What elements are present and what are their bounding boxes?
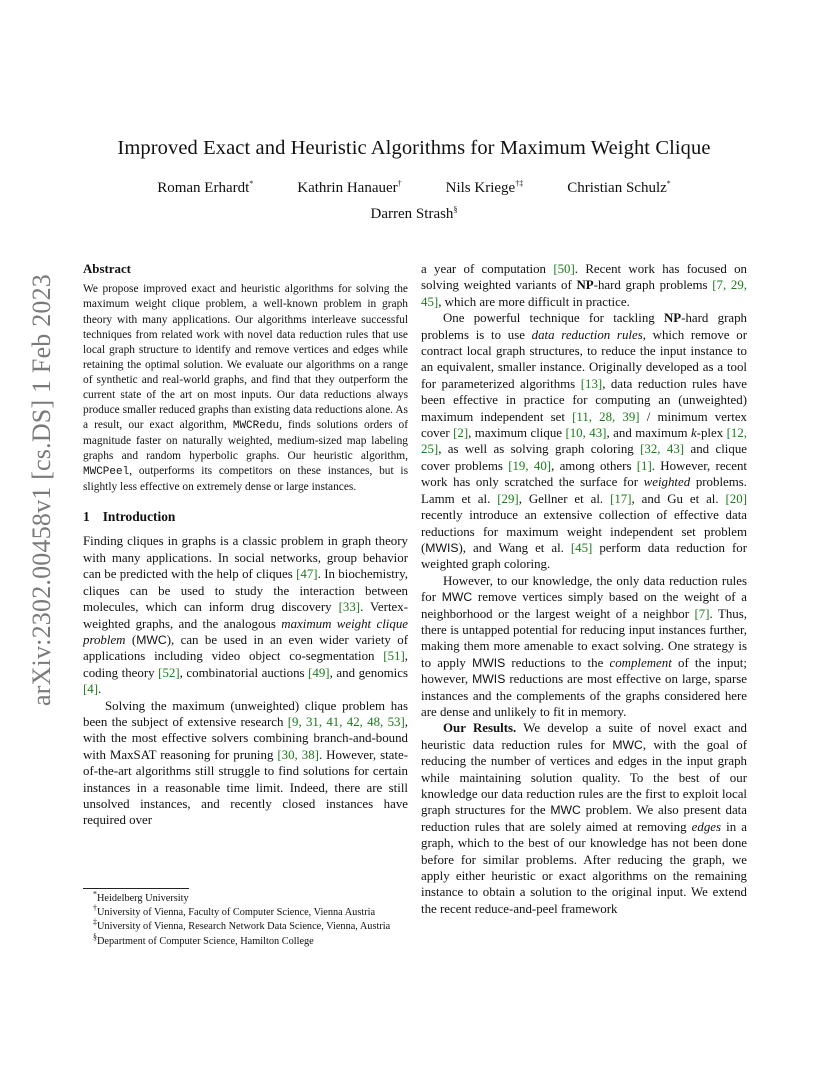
text-run: ), and Wang et al. [458, 540, 571, 555]
text-run: . However, state-of-the-art algorithms still struggle to find solutions for certain instances in a reasonable time limit. Indeed, there are still unsolved instances, and recently closed instances have required over [83, 747, 408, 828]
author: Darren Strash§ [370, 205, 458, 222]
acronym: MWC [441, 590, 473, 605]
citation-link[interactable]: [45] [570, 540, 593, 555]
text-run: -plex [696, 426, 727, 441]
text-run: and clique cover problems [421, 442, 747, 473]
citation-link[interactable]: [4] [83, 682, 99, 697]
text-run: problems. Lamm et al. [421, 475, 748, 506]
abstract-heading: Abstract [83, 262, 131, 276]
footnotes [83, 888, 408, 949]
author: Christian Schulz* [567, 179, 671, 196]
text-run: . [98, 682, 102, 697]
citation-link[interactable]: [2] [453, 426, 469, 441]
citation-link[interactable]: [47] [296, 567, 318, 582]
citation-link[interactable]: [7] [694, 606, 710, 621]
citation-link[interactable]: [7, 29, 45] [421, 278, 747, 309]
paragraph [83, 698, 408, 829]
author-list [0, 180, 828, 197]
emphasis: complement [609, 655, 672, 670]
text-run: , combinatorial auctions [179, 665, 309, 680]
left-column [83, 261, 408, 829]
text-run: , data reduction rules have been effective in practice for computing an (unweighted) maximum independent set [421, 376, 747, 424]
emphasis: data reduction rules [531, 327, 643, 342]
text-run: One powerful technique for tackling [443, 311, 664, 326]
text-run: / minimum vertex cover [421, 409, 748, 441]
text-run: We develop a suite of novel exact and heuristic data reduction rules for [421, 721, 747, 752]
acronym: MWIS [425, 540, 459, 555]
paragraph [421, 720, 747, 917]
text-run: Finding cliques in graphs is a classic problem in graph theory with many applications. In social networks, group behavior can be predicted with the help of cliques [83, 534, 408, 582]
text-run: -hard graph problems [593, 278, 713, 293]
bold-text: NP [576, 278, 594, 293]
citation-link[interactable]: [32, 43] [640, 442, 685, 457]
right-column [421, 261, 747, 917]
text-run: in a graph, which to the best of our knowledge has not been done before for similar problems. After reducing the graph, we apply either heuristic or exact algorithms on the remaining instance to obtain a solution to the original input. We extend the recent reduce-and-peel framework [421, 819, 747, 916]
section-heading: 1 Introduction [83, 509, 176, 525]
text-run: . However, recent work has only scratched the surface for [421, 458, 748, 490]
citation-link[interactable]: [29] [497, 491, 519, 506]
text-run: reductions are most effective on large, sparse instances and the complements of the graphs considered here are dense and unlikely to fit in memory. [421, 672, 747, 719]
footnote: *Heidelberg University [93, 889, 189, 904]
citation-link[interactable]: [17] [610, 491, 632, 506]
footnote: ‡University of Vienna, Research Network Data Science, Vienna, Austria [93, 917, 391, 933]
text-run: , as well as solving graph coloring [438, 442, 641, 457]
text-run: remove vertices simply based on the weight of a neighborhood or the largest weight of a neighbor [421, 590, 747, 621]
text-run: perform data reduction for weighted graph coloring. [421, 540, 747, 572]
footnote-rule [83, 888, 189, 889]
text-run: , and maximum [606, 426, 691, 441]
code-name: MWCPeel [83, 465, 130, 478]
code-name: MWCRedu [232, 419, 280, 432]
text-run: , with the most effective solvers combining branch-and-bound with MaxSAT reasoning for pruning [83, 714, 408, 762]
text-run: , with the goal of reducing the number of vertices and edges in the input graph while maintaining solution quality. To the best of our knowledge our data reduction rules are the first to exploit local graph structures for the [421, 737, 747, 818]
citation-link[interactable]: [10, 43] [565, 426, 607, 441]
footnote: †University of Vienna, Faculty of Computer Science, Vienna Austria [93, 903, 376, 919]
text-run: , and genomics [329, 665, 408, 680]
acronym: MWC [136, 632, 167, 647]
acronym: MWC [550, 803, 581, 818]
citation-link[interactable]: [52] [158, 665, 180, 680]
citation-link[interactable]: [30, 38] [277, 747, 319, 762]
bold-text: NP [663, 311, 682, 326]
citation-link[interactable]: [19, 40] [508, 458, 552, 473]
paragraph [83, 533, 408, 697]
text-run: , maximum clique [468, 426, 566, 441]
paragraph [421, 310, 747, 573]
text-run: . Thus, there is untapped potential for reducing input instances further, making them more amenable to exact solving. One strategy is to apply [421, 606, 747, 670]
citation-link[interactable]: [51] [383, 649, 405, 664]
acronym: MWIS [472, 655, 506, 670]
author: Nils Kriege†‡ [445, 179, 524, 196]
text-run: ), can be used in an even wider variety of applications including video object co-segmentation [83, 632, 409, 664]
citation-link[interactable]: [9, 31, 41, 42, 48, 53] [287, 714, 405, 729]
text-run: , which are more difficult in practice. [438, 294, 630, 309]
text-run: However, to our knowledge, the only data reduction rules for [421, 573, 747, 605]
emphasis: edges [691, 819, 722, 834]
arxiv-identifier: arXiv:2302.00458v1 [cs.DS] 1 Feb 2023 [27, 273, 56, 707]
citation-link[interactable]: [1] [636, 458, 652, 473]
arxiv-sidebar [12, 230, 72, 750]
citation-link[interactable]: [12, 25] [421, 426, 748, 457]
acronym: MWC [612, 737, 643, 752]
text-run: problem. We also present data reduction rules that are solely aimed at removing [421, 803, 747, 834]
text-run: , among others [551, 458, 637, 473]
emphasis: weighted [643, 475, 691, 490]
emphasis: maximum weight clique problem [83, 616, 408, 647]
footnote: §Department of Computer Science, Hamilton College [93, 932, 314, 947]
text-run: , Gellner et al. [518, 491, 611, 506]
text-run: -hard graph problems is to use [421, 311, 747, 342]
citation-link[interactable]: [49] [308, 665, 330, 680]
citation-link[interactable]: [50] [553, 262, 575, 276]
citation-link[interactable]: [11, 28, 39] [572, 409, 640, 424]
paragraph [421, 261, 747, 310]
emphasis: k [690, 426, 697, 441]
citation-link[interactable]: [33] [338, 600, 361, 615]
text-run: , and Gu et al. [631, 491, 726, 506]
text-run: a year of computation [421, 262, 554, 276]
paragraph [421, 573, 747, 721]
citation-link[interactable]: [20] [725, 491, 747, 506]
text-run: Solving the maximum (unweighted) clique problem has been the subject of extensive research [83, 698, 408, 729]
bold-text: Our Results. [443, 721, 517, 736]
text-run: ( [125, 632, 137, 647]
text-run: . Vertex-weighted graphs, and the analogous [83, 600, 408, 631]
abstract-text: We propose improved exact and heuristic algorithms for solving the maximum weight clique problem, a well-known problem in graph theory with many applications. Our algorithms interleave successful techniques from related work with novel data reduction rules that use local graph structure to identify and remove vertices and edges while retaining the optimal solution. We evaluate our algorithms on a range of synthetic and real-world graphs, and find that they outperform the current state of the art on most inputs. Our data reductions always produce smaller reduced graphs than existing data reductions alone. As a result, our exact algorithm, MWCRedu, finds solutions orders of magnitude faster on naturally weighted, medium-sized map labeling graphs and random hyperbolic graphs. Our heuristic algorithm, MWCPeel, outperforms its competitors on these instances, but is slightly less effective on extremely dense or large instances. [83, 283, 409, 494]
text-run: . In biochemistry, cliques can be used to study the interaction between molecules, which can inform drug discovery [83, 567, 408, 615]
text-run: of the input; however, [421, 655, 747, 687]
acronym: MWIS [472, 672, 506, 687]
author: Roman Erhardt* [157, 179, 254, 196]
text-run: reductions to the [505, 655, 610, 670]
citation-link[interactable]: [13] [580, 376, 603, 391]
author-list-second-line [0, 206, 828, 223]
author: Kathrin Hanauer† [297, 179, 402, 196]
text-run: , coding theory [83, 649, 408, 680]
text-run: . Recent work has focused on solving weighted variants of [421, 262, 747, 293]
paper-title: Improved Exact and Heuristic Algorithms for Maximum Weight Clique [117, 137, 711, 159]
text-run: , which remove or contract local graph structures, to reduce the input instance to an equivalent, smaller instance. Originally developed as a tool for parameterized algorithms [421, 327, 747, 391]
text-run: recently introduce an extensive collection of effective data reductions for maximum weight independent set problem ( [421, 508, 747, 555]
